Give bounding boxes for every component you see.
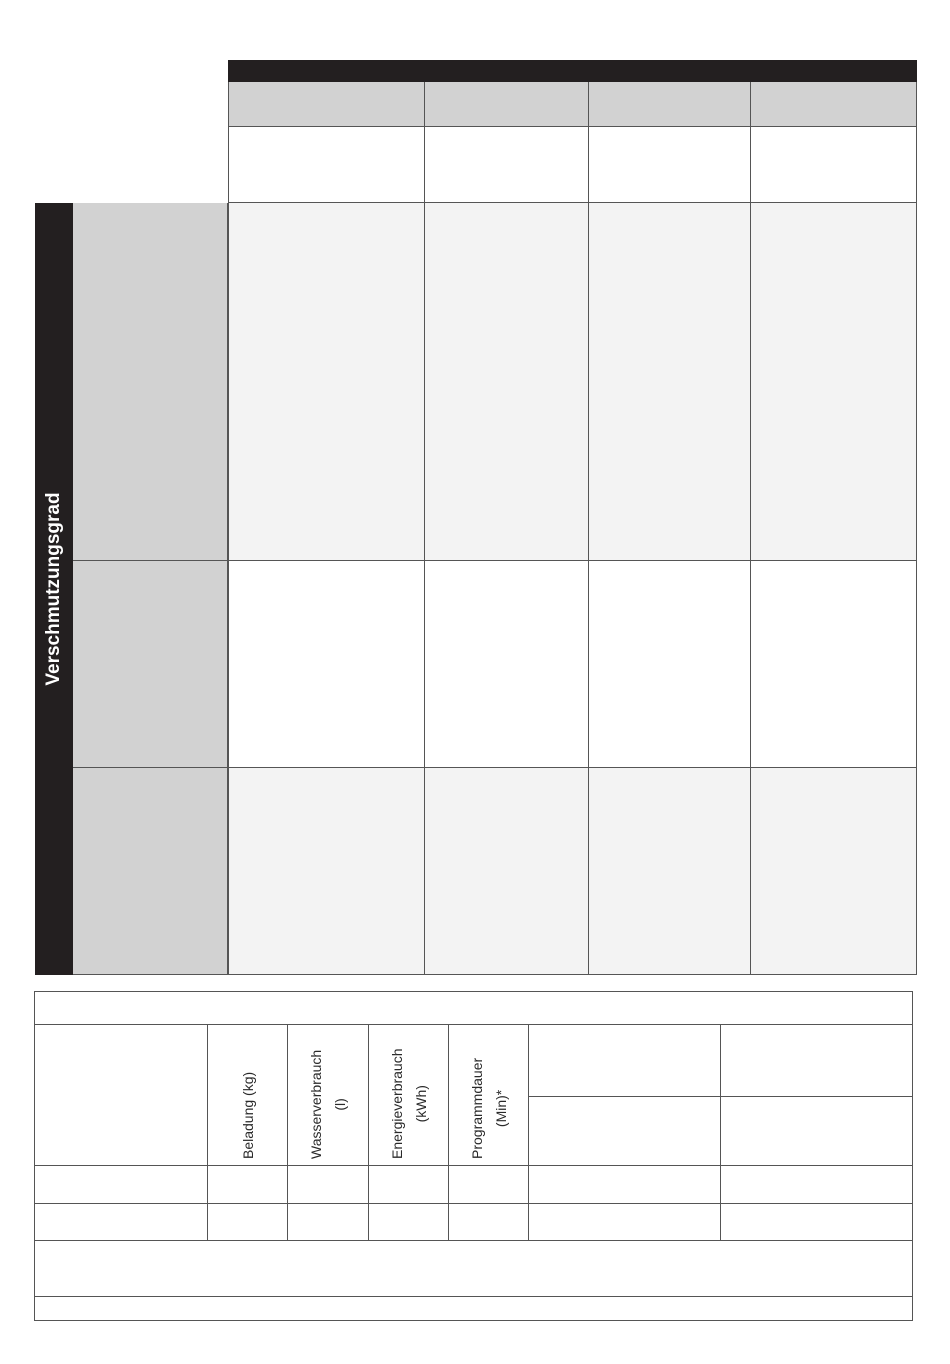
matrix-cell [425,561,589,768]
column-label-duration: Programmdauer [468,1057,485,1159]
matrix-cell [751,561,917,768]
matrix-row-header-2 [73,561,228,768]
column-header-water [288,1025,368,1165]
column-label-energy: Energieverbrauch [388,1048,405,1159]
table-rule [34,1203,913,1204]
matrix-cell [228,561,425,768]
table-rule [34,1296,913,1297]
matrix-cell [589,768,751,975]
column-unit-energy: (kWh) [412,1085,429,1123]
matrix-header-cell-3 [589,82,751,127]
table-rule [720,1024,721,1240]
table-rule [528,1024,529,1240]
matrix-cell [228,768,425,975]
matrix-header-cell-2 [425,82,589,127]
table-rule [34,1165,913,1166]
soil-level-side-bar [35,203,73,975]
table-rule [34,1240,913,1241]
column-label-water: Wasserverbrauch [308,1049,324,1159]
matrix-cell [425,203,589,561]
matrix-cell [589,561,751,768]
soil-level-label: Verschmutzungsgrad [43,492,64,686]
matrix-cell [228,203,425,561]
matrix-subheader-cell-1 [228,127,425,203]
matrix-header-cell-1 [228,82,425,127]
matrix-cell [589,203,751,561]
column-header-load [208,1025,287,1165]
column-unit-duration: (Min)* [492,1089,509,1128]
matrix-subheader-cell-3 [589,127,751,203]
column-unit-water: (l) [332,1098,348,1111]
matrix-cell [751,768,917,975]
column-label-load: Beladung (kg) [239,1071,256,1159]
column-header-energy [369,1025,448,1165]
matrix-subheader-cell-2 [425,127,589,203]
matrix-cell [751,203,917,561]
matrix-row-header-1 [73,203,228,561]
matrix-row-header-3 [73,768,228,975]
column-header-duration [449,1025,528,1165]
matrix-top-bar [228,60,917,82]
matrix-header-cell-4 [751,82,917,127]
matrix-subheader-cell-4 [751,127,917,203]
matrix-cell [425,768,589,975]
